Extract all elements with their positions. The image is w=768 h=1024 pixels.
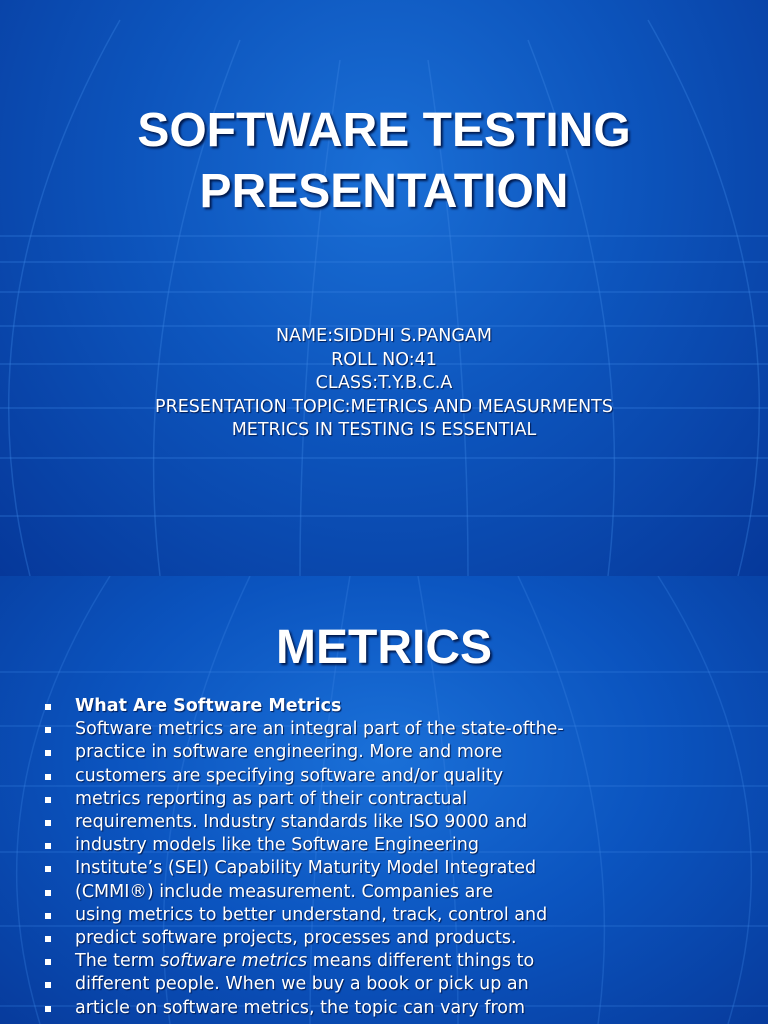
list-item	[45, 973, 564, 996]
presenter-info	[0, 325, 768, 443]
subtitle-line: METRICS IN TESTING IS ESSENTIAL	[231, 420, 537, 441]
square-bullet-icon	[45, 936, 51, 942]
square-bullet-icon	[45, 959, 51, 965]
bullet-text: using metrics to better understand, track, control and	[75, 904, 548, 925]
list-item	[45, 950, 564, 973]
presentation-title	[0, 100, 768, 222]
list-item	[45, 718, 564, 741]
list-item	[45, 811, 564, 834]
bullet-text: industry models like the Software Engineering	[75, 835, 479, 856]
square-bullet-icon	[45, 774, 51, 780]
list-item	[45, 765, 564, 788]
bullet-text: Institute’s (SEI) Capability Maturity Model Integrated	[75, 858, 537, 879]
bullet-text: article on software metrics, the topic can vary from	[75, 997, 526, 1018]
square-bullet-icon	[45, 843, 51, 849]
presentation-topic: PRESENTATION TOPIC:METRICS AND MEASURMENTS	[155, 396, 613, 417]
list-item	[45, 834, 564, 857]
square-bullet-icon	[45, 820, 51, 826]
bullet-heading: What Are Software Metrics	[75, 696, 342, 716]
presenter-name: NAME:SIDDHI S.PANGAM	[275, 326, 492, 346]
list-item	[45, 695, 564, 718]
slide-title: METRICS	[276, 621, 492, 674]
bullet-list	[45, 695, 564, 1020]
roll-number: ROLL NO:41	[331, 349, 437, 370]
bullet-text: requirements. Industry standards like ISO 9000 and	[75, 812, 528, 833]
bullet-text: Software metrics are an integral part of the state-ofthe-	[75, 719, 564, 740]
list-item	[45, 788, 564, 811]
bullet-text-post: means different things to	[307, 951, 535, 972]
square-bullet-icon	[45, 913, 51, 919]
square-bullet-icon	[45, 750, 51, 756]
title-line: PRESENTATION	[199, 165, 569, 218]
list-item	[45, 904, 564, 927]
bullet-text: different people. When we buy a book or pick up an	[75, 974, 529, 995]
square-bullet-icon	[45, 866, 51, 872]
list-item	[45, 997, 564, 1020]
square-bullet-icon	[45, 704, 51, 710]
list-item	[45, 881, 564, 904]
bullet-text: practice in software engineering. More and more	[75, 742, 503, 763]
square-bullet-icon	[45, 890, 51, 896]
class-label: CLASS:T.Y.B.C.A	[315, 373, 453, 394]
list-item	[45, 927, 564, 950]
square-bullet-icon	[45, 727, 51, 733]
square-bullet-icon	[45, 797, 51, 803]
square-bullet-icon	[45, 982, 51, 988]
list-item	[45, 857, 564, 880]
title-line: SOFTWARE TESTING	[137, 104, 631, 157]
bullet-text: (CMMI®) include measurement. Companies are	[75, 881, 493, 902]
metrics-slide	[0, 576, 768, 1024]
bullet-text: customers are specifying software and/or quality	[75, 765, 504, 786]
bullet-text-emphasis: software metrics	[160, 951, 308, 972]
list-item	[45, 741, 564, 764]
bullet-text: predict software projects, processes and products.	[75, 928, 517, 949]
square-bullet-icon	[45, 1006, 51, 1012]
bullet-text: metrics reporting as part of their contractual	[75, 788, 468, 809]
bullet-text-pre: The term	[75, 951, 161, 972]
